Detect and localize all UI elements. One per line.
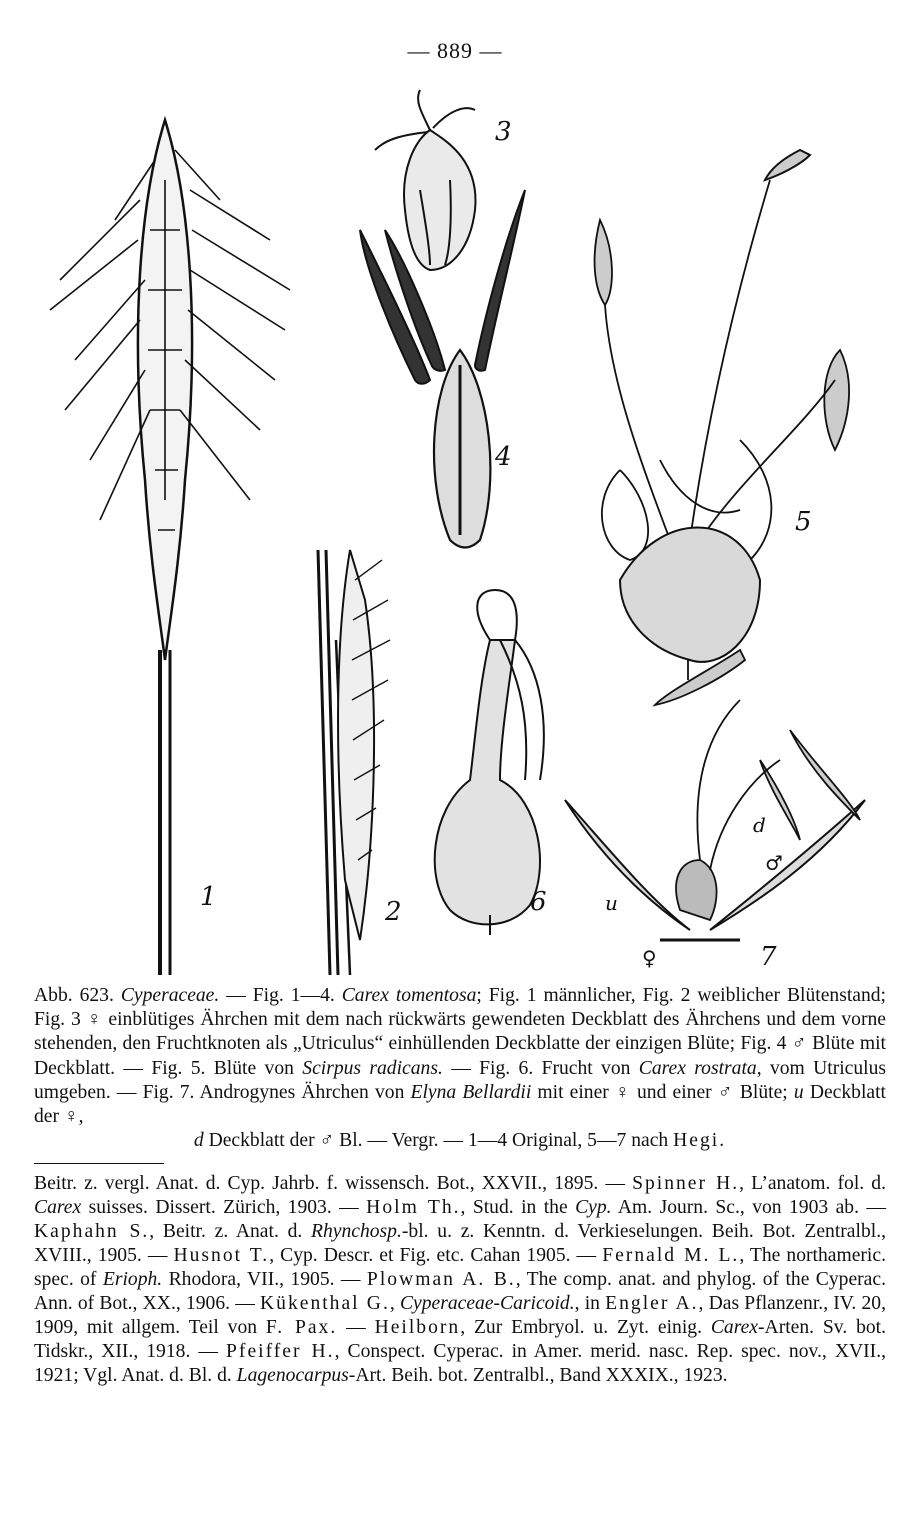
figure-caption: Abb. 623. Cyperaceae. — Fig. 1—4. Carex tomentosa; Fig. 1 männlicher, Fig. 2 weiblicher Blütenstand; Fig. 3 ♀ einblütiges Ährchen mit dem nach rückwärts gewendeten Deckblatt des Ährchens und dem vorne stehenden, den Fruchtknoten als „Utriculus“ einhüllenden Deckblatte der einzigen Blüte; Fig. 4 ♂ Blüte mit Deckblatt. — Fig. 5. Blüte von Scirpus radicans. — Fig. 6. Frucht von Carex rostrata, vom Utriculus umgeben. — Fig. 7. Androgynes Ährchen von Elyna Bellardii mit einer ♀ und einer ♂ Blüte; u Deckblatt der ♀, d Deckblatt der ♂ Bl. — Vergr. — 1—4 Original, 5—7 nach Hegi.: [34, 985, 887, 1152]
reference-divider: [34, 1163, 164, 1164]
fig-label-3: 3: [495, 117, 512, 147]
callout-female: ♀: [642, 946, 657, 970]
fig-label-1: 1: [200, 882, 217, 912]
fig-label-4: 4: [495, 442, 512, 472]
fig-label-2: 2: [385, 897, 402, 927]
callout-d: d: [753, 813, 766, 837]
fig6-carex-fruit: [435, 590, 544, 935]
callout-u: u: [605, 891, 618, 915]
fig5-scirpus-flower: [595, 150, 850, 680]
fig-label-7: 7: [760, 942, 777, 972]
botanical-plate: [20, 80, 890, 980]
fig1-male-spike: [50, 120, 290, 975]
page-number: — 889 —: [407, 38, 503, 63]
fig2-female-spike: [318, 550, 390, 975]
plate-illustration: [20, 80, 890, 980]
callout-male: ♂: [765, 851, 783, 875]
fig-label-5: 5: [795, 507, 812, 537]
reference-list: Beitr. z. vergl. Anat. d. Cyp. Jahrb. f. wissensch. Bot., XXVII., 1895. — Spinner H., L’anatom. fol. d. Carex suisses. Dissert. Zürich, 1903. — Holm Th., Stud. in the Cyp. Am. Journ. Sc., von 1903 ab. — Kaphahn S., Beitr. z. Anat. d. Rhynchosp.-bl. u. z. Kenntn. d. Verkieselungen. Beih. Bot. Zentralbl., XVIII., 1905. — Husnot T., Cyp. Descr. et Fig. etc. Cahan 1905. — Fernald M. L., The northameric. spec. of Erioph. Rhodora, VII., 1905. — Plowman A. B., The comp. anat. and phylog. of the Cyperac. Ann. of Bot., XX., 1906. — Kükenthal G., Cyperaceae-Caricoid., in Engler A., Das Pflanzenr., IV. 20, 1909, mit allgem. Teil von F. Pax. — Heilborn, Zur Embryol. u. Zyt. einig. Carex-Arten. Sv. bot. Tidskr., XII., 1918. — Pfeiffer H., Conspect. Cyperac. in Amer. merid. nasc. Rep. spec. nov., XVII., 1921; Vgl. Anat. d. Bl. d. Lagenocarpus-Art. Beih. bot. Zentralbl., Band XXXIX., 1923.: [34, 1173, 887, 1386]
fig-label-6: 6: [530, 887, 547, 917]
